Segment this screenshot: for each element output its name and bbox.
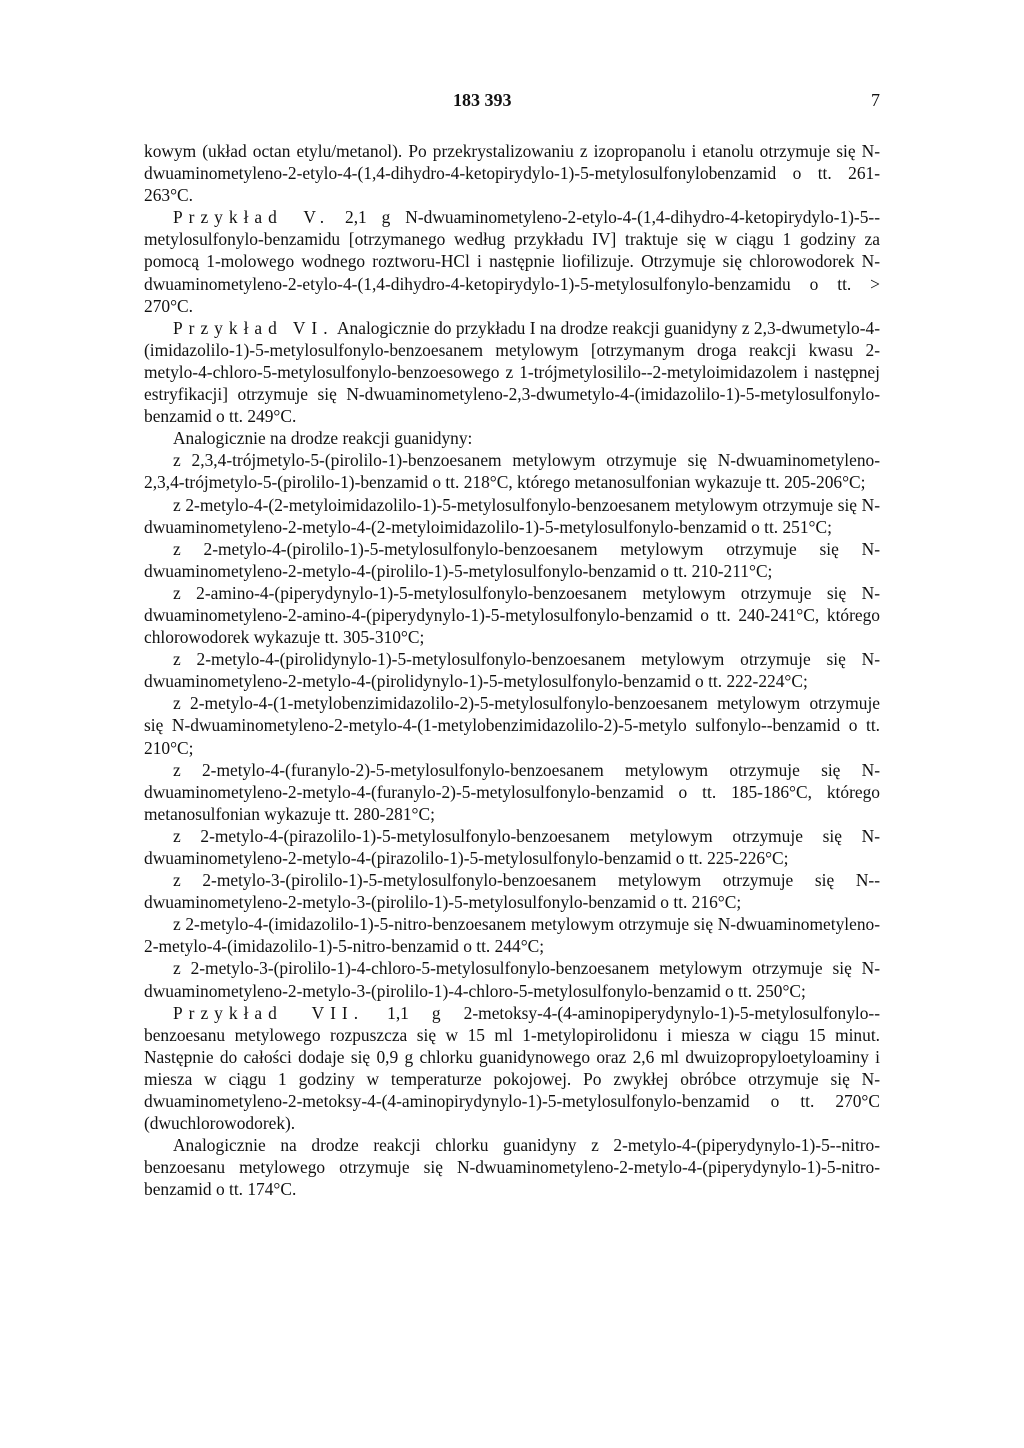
document-body [144, 140, 880, 1201]
patent-number: 183 393 [453, 90, 512, 110]
compound-entry: z 2-amino-4-(piperydynylo-1)-5-metylosulfonylo-benzoesanem metylowym otrzymuje się N-dwuaminometyleno-2-amino-4-(piperydynylo-1)-5-metylosulfonylo-benzamid o tt. 240-241°C, którego chlorowodorek wykazuje tt. 305-310°C; [144, 582, 880, 648]
page-header [0, 90, 1024, 120]
compound-entry: z 2-metylo-3-(pirolilo-1)-4-chloro-5-metylosulfonylo-benzoesanem metylowym otrzymuje się N-dwuaminometyleno-2-metylo-3-(pirolilo-1)-4-chloro-5-metylosulfonylo-benzamid o tt. 250°C; [144, 958, 880, 1001]
compound-entry: z 2-metylo-3-(pirolilo-1)-5-metylosulfonylo-benzoesanem metylowym otrzymuje się N--dwuaminometyleno-2-metylo-3-(pirolilo-1)-5-metylosulfonylo-benzamid o tt. 216°C; [144, 870, 880, 913]
example-label: Przykład VII. [173, 1002, 365, 1023]
example-v-paragraph: Przykład V. 2,1 g N-dwuaminometyleno-2-etylo-4-(1,4-dihydro-4-ketopirydylo-1)-5--metylosulfonylo-benzamidu [otrzymanego według przykładu IV] traktuje się w ciągu 1 godziny za pomocą 1-molowego wodnego roztworu-HCl i następnie liofilizuje. Otrzymuje się chlorowodorek N-dwuaminometyleno-2-etylo-4-(1,4-dihydro-4-ketopirydylo-1)-5-metylosulfonylo-benzamidu o tt. > 270°C. [144, 207, 880, 316]
example-label: Przykład VI. [173, 317, 334, 338]
example-label: Przykład V. [173, 207, 331, 228]
paragraph-continuation: kowym (układ octan etylu/metanol). Po przekrystalizowaniu z izopropanolu i etanolu otrzymuje się N-dwuaminometyleno-2-etylo-4-(1,4-dihydro-4-ketopirydylo-1)-5-metylosulfonylobenzamid o tt. 261-263°C. [144, 141, 880, 206]
compound-entry: z 2-metylo-4-(furanylo-2)-5-metylosulfonylo-benzoesanem metylowym otrzymuje się N-dwuaminometyleno-2-metylo-4-(furanylo-2)-5-metylosulfonylo-benzamid o tt. 185-186°C, którego metanosulfonian wykazuje tt. 280-281°C; [144, 759, 880, 824]
compound-entry: z 2-metylo-4-(imidazolilo-1)-5-nitro-benzoesanem metylowym otrzymuje się N-dwuaminometyleno-2-metylo-4-(imidazolilo-1)-5-nitro-benzamid o tt. 244°C; [144, 914, 880, 957]
compound-entry: z 2-metylo-4-(2-metyloimidazolilo-1)-5-metylosulfonylo-benzoesanem metylowym otrzymuje się N-dwuaminometyleno-2-metylo-4-(2-metyloimidazolilo-1)-5-metylosulfonylo-benzamid o tt. 251°C; [144, 494, 880, 537]
example-vi-paragraph: Przykład VI. Analogicznie do przykładu I na drodze reakcji guanidyny z 2,3-dwumetylo-4-(imidazolilo-1)-5-metylosulfonylo-benzoesanem metylowym [otrzymanym droga reakcji kwasu 2-metylo-4-chloro-5-metylosulfonylo-benzoesowego z 1-trójmetylosililo--2-metyloimidazolem i następnej estryfikacji] otrzymuje się N-dwuaminometyleno-2,3-dwumetylo-4-(imidazolilo-1)-5-metylosulfonylo-benzamid o tt. 249°C. [144, 317, 880, 427]
page-number: 7 [871, 90, 880, 110]
compound-entry: z 2-metylo-4-(pirolidynylo-1)-5-metylosulfonylo-benzoesanem metylowym otrzymuje się N-dwuaminometyleno-2-metylo-4-(pirolidynylo-1)-5-metylosulfonylo-benzamid o tt. 222-224°C; [144, 649, 880, 692]
closing-paragraph: Analogicznie na drodze reakcji chlorku guanidyny z 2-metylo-4-(piperydynylo-1)-5--nitro-benzoesanu metylowego otrzymuje się N-dwuaminometyleno-2-metylo-4-(piperydynylo-1)-5-nitro-benzamid o tt. 174°C. [144, 1135, 880, 1200]
compound-entry: z 2-metylo-4-(pirazolilo-1)-5-metylosulfonylo-benzoesanem metylowym otrzymuje się N-dwuaminometyleno-2-metylo-4-(pirazolilo-1)-5-metylosulfonylo-benzamid o tt. 225-226°C; [144, 825, 880, 868]
compound-entry: z 2-metylo-4-(pirolilo-1)-5-metylosulfonylo-benzoesanem metylowym otrzymuje się N-dwuaminometyleno-2-metylo-4-(pirolilo-1)-5-metylosulfonylo-benzamid o tt. 210-211°C; [144, 538, 880, 581]
compound-entry: z 2,3,4-trójmetylo-5-(pirolilo-1)-benzoesanem metylowym otrzymuje się N-dwuaminometyleno-2,3,4-trójmetylo-5-(pirolilo-1)-benzamid o tt. 218°C, którego metanosulfonian wykazuje tt. 205-206°C; [144, 450, 880, 493]
compound-entry: z 2-metylo-4-(1-metylobenzimidazolilo-2)-5-metylosulfonylo-benzoesanem metylowym otrzymuje się N-dwuaminometyleno-2-metylo-4-(1-metylobenzimidazolilo-2)-5-metylo sulfonylo--benzamid o tt. 210°C; [144, 693, 880, 758]
analogous-intro: Analogicznie na drodze reakcji guanidyny: [173, 428, 473, 449]
example-vii-paragraph: Przykład VII. 1,1 g 2-metoksy-4-(4-aminopiperydynylo-1)-5-metylosulfonylo--benzoesanu metylowego rozpuszcza się w 15 ml 1-metylopirolidonu i miesza w ciągu 15 minut. Następnie do całości dodaje się 0,9 g chlorku guanidynowego oraz 2,6 ml dwuizopropyloetyloaminy i miesza w ciągu 1 godziny w temperaturze pokojowej. Po zwykłej obróbce otrzymuje się N-dwuaminometyleno-2-metoksy-4-(4-aminopirydynylo-1)-5-metylosulfonylo-benzamid o tt. 270°C (dwuchlorowodorek). [144, 1002, 880, 1134]
